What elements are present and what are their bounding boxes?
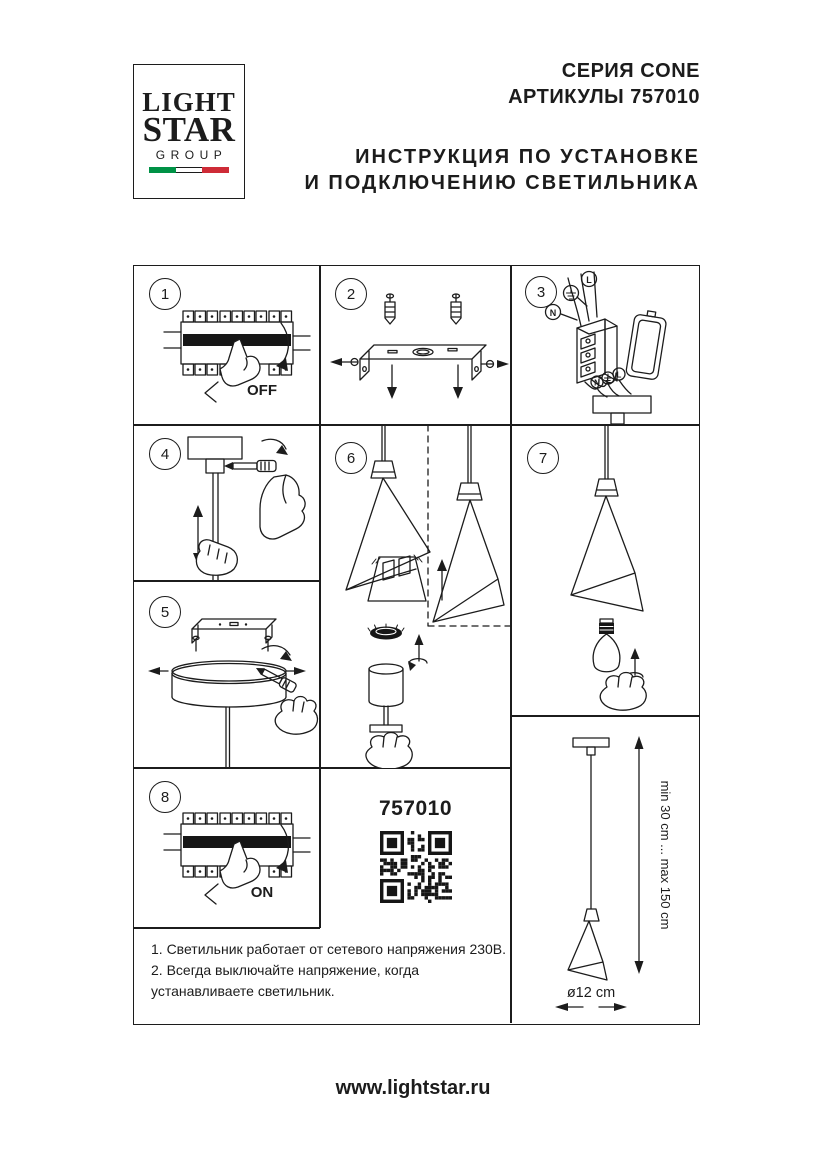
socket-body-icon — [369, 664, 403, 732]
canopy-cup-icon — [172, 661, 286, 768]
document-header — [304, 58, 700, 196]
hand-icon — [275, 697, 317, 735]
down-arrow-left-icon — [387, 365, 397, 399]
step4-cord-adjust-illustration — [134, 425, 320, 581]
step7-bulb-illustration — [511, 425, 701, 716]
instruction-title-line2: И ПОДКЛЮЧЕНИЮ СВЕТИЛЬНИКА — [304, 172, 700, 194]
wire-label-l-bottom — [613, 368, 625, 380]
note-2: 2. Всегда выключайте напряжение, когда устанавливаете светильник. — [151, 962, 420, 999]
diameter-dimension-arrow — [555, 1003, 627, 1011]
hand-gripping-cord-icon — [196, 540, 237, 576]
step-number-2: 2 — [346, 285, 356, 303]
step6-shade-assembly-illustration — [320, 425, 511, 768]
step-number-8: 8 — [160, 788, 170, 806]
on-label: ON — [250, 884, 274, 901]
screw-anchor-right-icon — [451, 294, 461, 324]
wire-label-n-bottom — [591, 376, 603, 388]
assembled-cone-icon — [433, 425, 504, 622]
step2-bracket-illustration — [320, 266, 511, 425]
instruction-title-line1: ИНСТРУКЦИЯ ПО УСТАНОВКЕ — [355, 146, 700, 168]
hand-icon — [366, 733, 412, 769]
flag-green — [149, 167, 176, 173]
logo-text-star: STAR — [142, 110, 236, 149]
step-number-6: 6 — [346, 449, 356, 467]
l-label-text: L — [586, 275, 592, 285]
earth-symbol-top — [564, 286, 579, 301]
pendant-cone-icon — [571, 425, 643, 611]
step8-breaker-on-illustration — [134, 768, 320, 927]
pendant-outline-icon — [568, 738, 609, 980]
grid-hline-p8-bottom — [134, 927, 320, 929]
article-number: 757010 — [378, 797, 453, 820]
article-title: АРТИКУЛЫ 757010 — [508, 86, 700, 108]
height-dimension-arrow — [635, 736, 644, 974]
step-number-7: 7 — [538, 449, 548, 467]
flag-red — [202, 167, 229, 173]
logo-text-group: GROUP — [155, 148, 228, 162]
diameter-label: ø12 cm — [566, 985, 616, 1001]
hand-icon — [600, 673, 646, 711]
side-arrow-left-icon — [148, 667, 168, 675]
screw-rotation-icon — [408, 634, 427, 671]
rotation-arrow-icon — [262, 646, 292, 661]
side-screw-right-icon — [481, 360, 509, 368]
screwdriver-icon — [224, 461, 276, 472]
qr-code — [380, 831, 452, 903]
n-label-text: N — [549, 308, 557, 318]
n-label-text-bottom: N — [594, 378, 600, 388]
ring-nut-icon — [368, 624, 404, 640]
website-url: www.lightstar.ru — [335, 1077, 491, 1099]
rotation-arrow-icon — [262, 439, 288, 455]
step-number-4: 4 — [160, 445, 170, 463]
step1-breaker-off-illustration — [134, 266, 320, 425]
step-number-5: 5 — [160, 603, 170, 621]
side-arrow-right-icon — [286, 667, 306, 675]
bracket-above-canopy-icon — [192, 619, 276, 651]
safety-notes — [151, 939, 516, 1002]
light-bulb-icon — [593, 619, 620, 672]
mounting-bracket-icon — [360, 345, 486, 380]
socket-holder-icon — [368, 555, 426, 601]
italian-flag-icon — [149, 167, 229, 173]
down-arrow-right-icon — [453, 365, 463, 399]
side-screw-left-icon — [330, 358, 358, 366]
height-range-label: min 30 cm ... max 150 cm — [658, 780, 673, 930]
qr-code-svg — [380, 831, 452, 903]
l-label-text-bottom: L — [616, 370, 622, 380]
logo-text-light: LIGHT — [142, 87, 236, 117]
flag-white — [176, 167, 203, 173]
screw-anchor-left-icon — [385, 294, 395, 324]
terminal-cover-icon — [626, 309, 668, 380]
instruction-grid — [133, 265, 700, 1025]
series-title: СЕРИЯ CONE — [561, 60, 700, 82]
wire-label-n-top — [546, 305, 561, 320]
step-number-3: 3 — [536, 283, 546, 301]
dimensions-illustration — [511, 716, 701, 1026]
step3-wiring-illustration — [511, 266, 701, 425]
lightstar-logo — [133, 64, 245, 199]
note-1: 1. Светильник работает от сетевого напряжения 230В. — [151, 941, 507, 957]
step-number-1: 1 — [160, 285, 170, 303]
off-label: OFF — [247, 382, 277, 399]
step5-canopy-illustration — [134, 581, 320, 768]
hand-holding-screwdriver-icon — [260, 475, 305, 539]
